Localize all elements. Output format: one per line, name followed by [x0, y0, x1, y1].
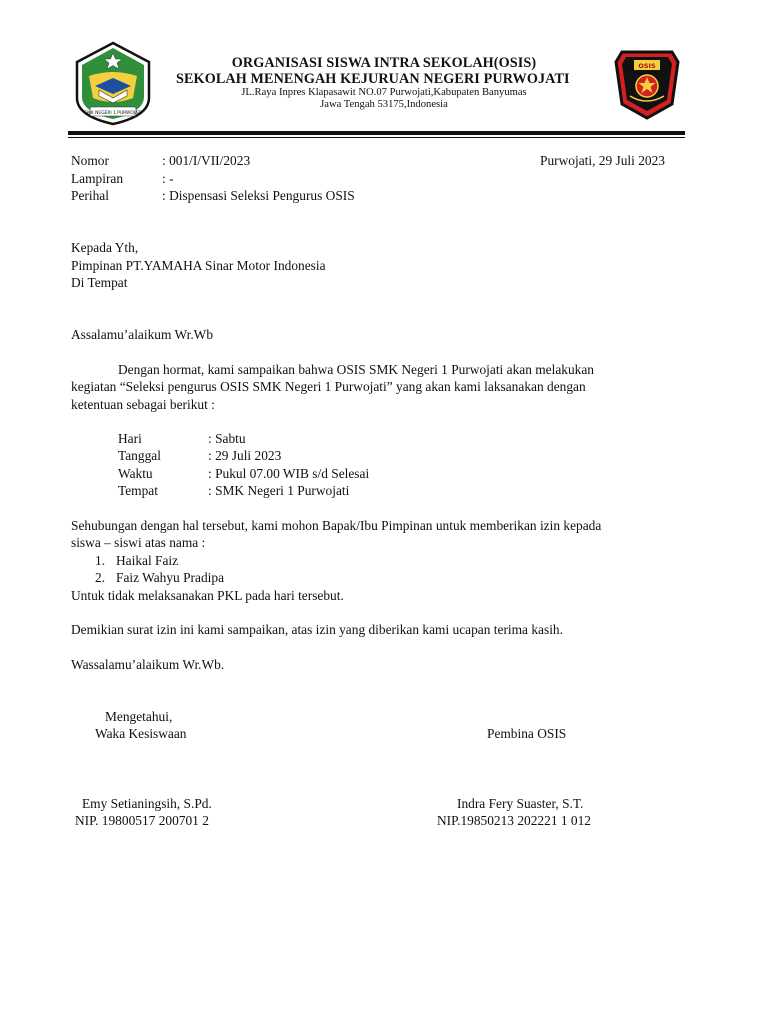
intro-line2: kegiatan “Seleksi pengurus OSIS SMK Negeri 1 Purwojati” yang akan kami laksanakan dengan: [71, 379, 586, 394]
student-number: 1.: [95, 553, 106, 568]
sig-left-nip: NIP. 19800517 200701 2: [75, 813, 209, 828]
request-line1: Sehubungan dengan hal tersebut, kami mohon Bapak/Ibu Pimpinan untuk memberikan izin kepada: [71, 518, 602, 533]
osis-logo: [612, 48, 682, 120]
letterhead-address2: Jawa Tengah 53175,Indonesia: [320, 99, 448, 110]
recipient-line2: Pimpinan PT.YAMAHA Sinar Motor Indonesia: [71, 258, 326, 273]
sig-right-name: Indra Fery Suaster, S.T.: [457, 796, 584, 811]
greeting: Assalamu’alaikum Wr.Wb: [71, 327, 214, 342]
purpose: Untuk tidak melaksanakan PKL pada hari tersebut.: [71, 588, 344, 603]
lampiran-value: : -: [162, 171, 174, 186]
nomor-label: Nomor: [71, 153, 109, 168]
recipient-line1: Kepada Yth,: [71, 240, 139, 255]
farewell: Wassalamu’alaikum Wr.Wb.: [71, 657, 225, 672]
intro-line1: Dengan hormat, kami sampaikan bahwa OSIS SMK Negeri 1 Purwojati akan melakukan: [118, 362, 595, 377]
detail-hari-label: Hari: [118, 431, 142, 446]
perihal-value: : Dispensasi Seleksi Pengurus OSIS: [162, 188, 355, 203]
detail-waktu-label: Waktu: [118, 466, 153, 481]
request-line2: siswa – siswi atas nama :: [71, 535, 206, 550]
student-name: Faiz Wahyu Pradipa: [116, 570, 225, 585]
place-date: Purwojati, 29 Juli 2023: [540, 153, 665, 168]
letterhead-line2: SEKOLAH MENENGAH KEJURUAN NEGERI PURWOJATI: [176, 71, 570, 87]
sig-left-acknowledge: Mengetahui,: [105, 709, 173, 724]
detail-tempat-value: : SMK Negeri 1 Purwojati: [208, 483, 350, 498]
detail-tanggal-label: Tanggal: [118, 448, 161, 463]
intro-line3: ketentuan sebagai berikut :: [71, 397, 215, 412]
sig-left-title: Waka Kesiswaan: [95, 726, 187, 741]
perihal-label: Perihal: [71, 188, 109, 203]
nomor-value: : 001/I/VII/2023: [162, 153, 251, 168]
lampiran-label: Lampiran: [71, 171, 124, 186]
sig-left-name: Emy Setianingsih, S.Pd.: [82, 796, 212, 811]
detail-tanggal-value: : 29 Juli 2023: [208, 448, 282, 463]
osis-logo-text: OSIS: [638, 62, 656, 70]
letterhead-rule-thick: [68, 131, 685, 135]
letterhead-line1: ORGANISASI SISWA INTRA SEKOLAH(OSIS): [231, 55, 537, 71]
sig-right-title: Pembina OSIS: [487, 726, 567, 741]
closing: Demikian surat izin ini kami sampaikan, atas izin yang diberikan kami ucapan terima kasih.: [71, 622, 563, 637]
sig-right-nip: NIP.19850213 202221 1 012: [437, 813, 591, 828]
letterhead-rule-thin: [68, 137, 685, 138]
letterhead-address1: JL.Raya Inpres Klapasawit NO.07 Purwojati,Kabupaten Banyumas: [241, 87, 527, 98]
recipient-line3: Di Tempat: [71, 275, 128, 290]
school-logo: [73, 40, 153, 126]
detail-hari-value: : Sabtu: [208, 431, 246, 446]
detail-waktu-value: : Pukul 07.00 WIB s/d Selesai: [208, 466, 370, 481]
student-number: 2.: [95, 570, 106, 585]
detail-tempat-label: Tempat: [118, 483, 158, 498]
student-name: Haikal Faiz: [116, 553, 179, 568]
school-logo-text: SMK NEGERI 1 PURWOJATI: [84, 111, 142, 116]
